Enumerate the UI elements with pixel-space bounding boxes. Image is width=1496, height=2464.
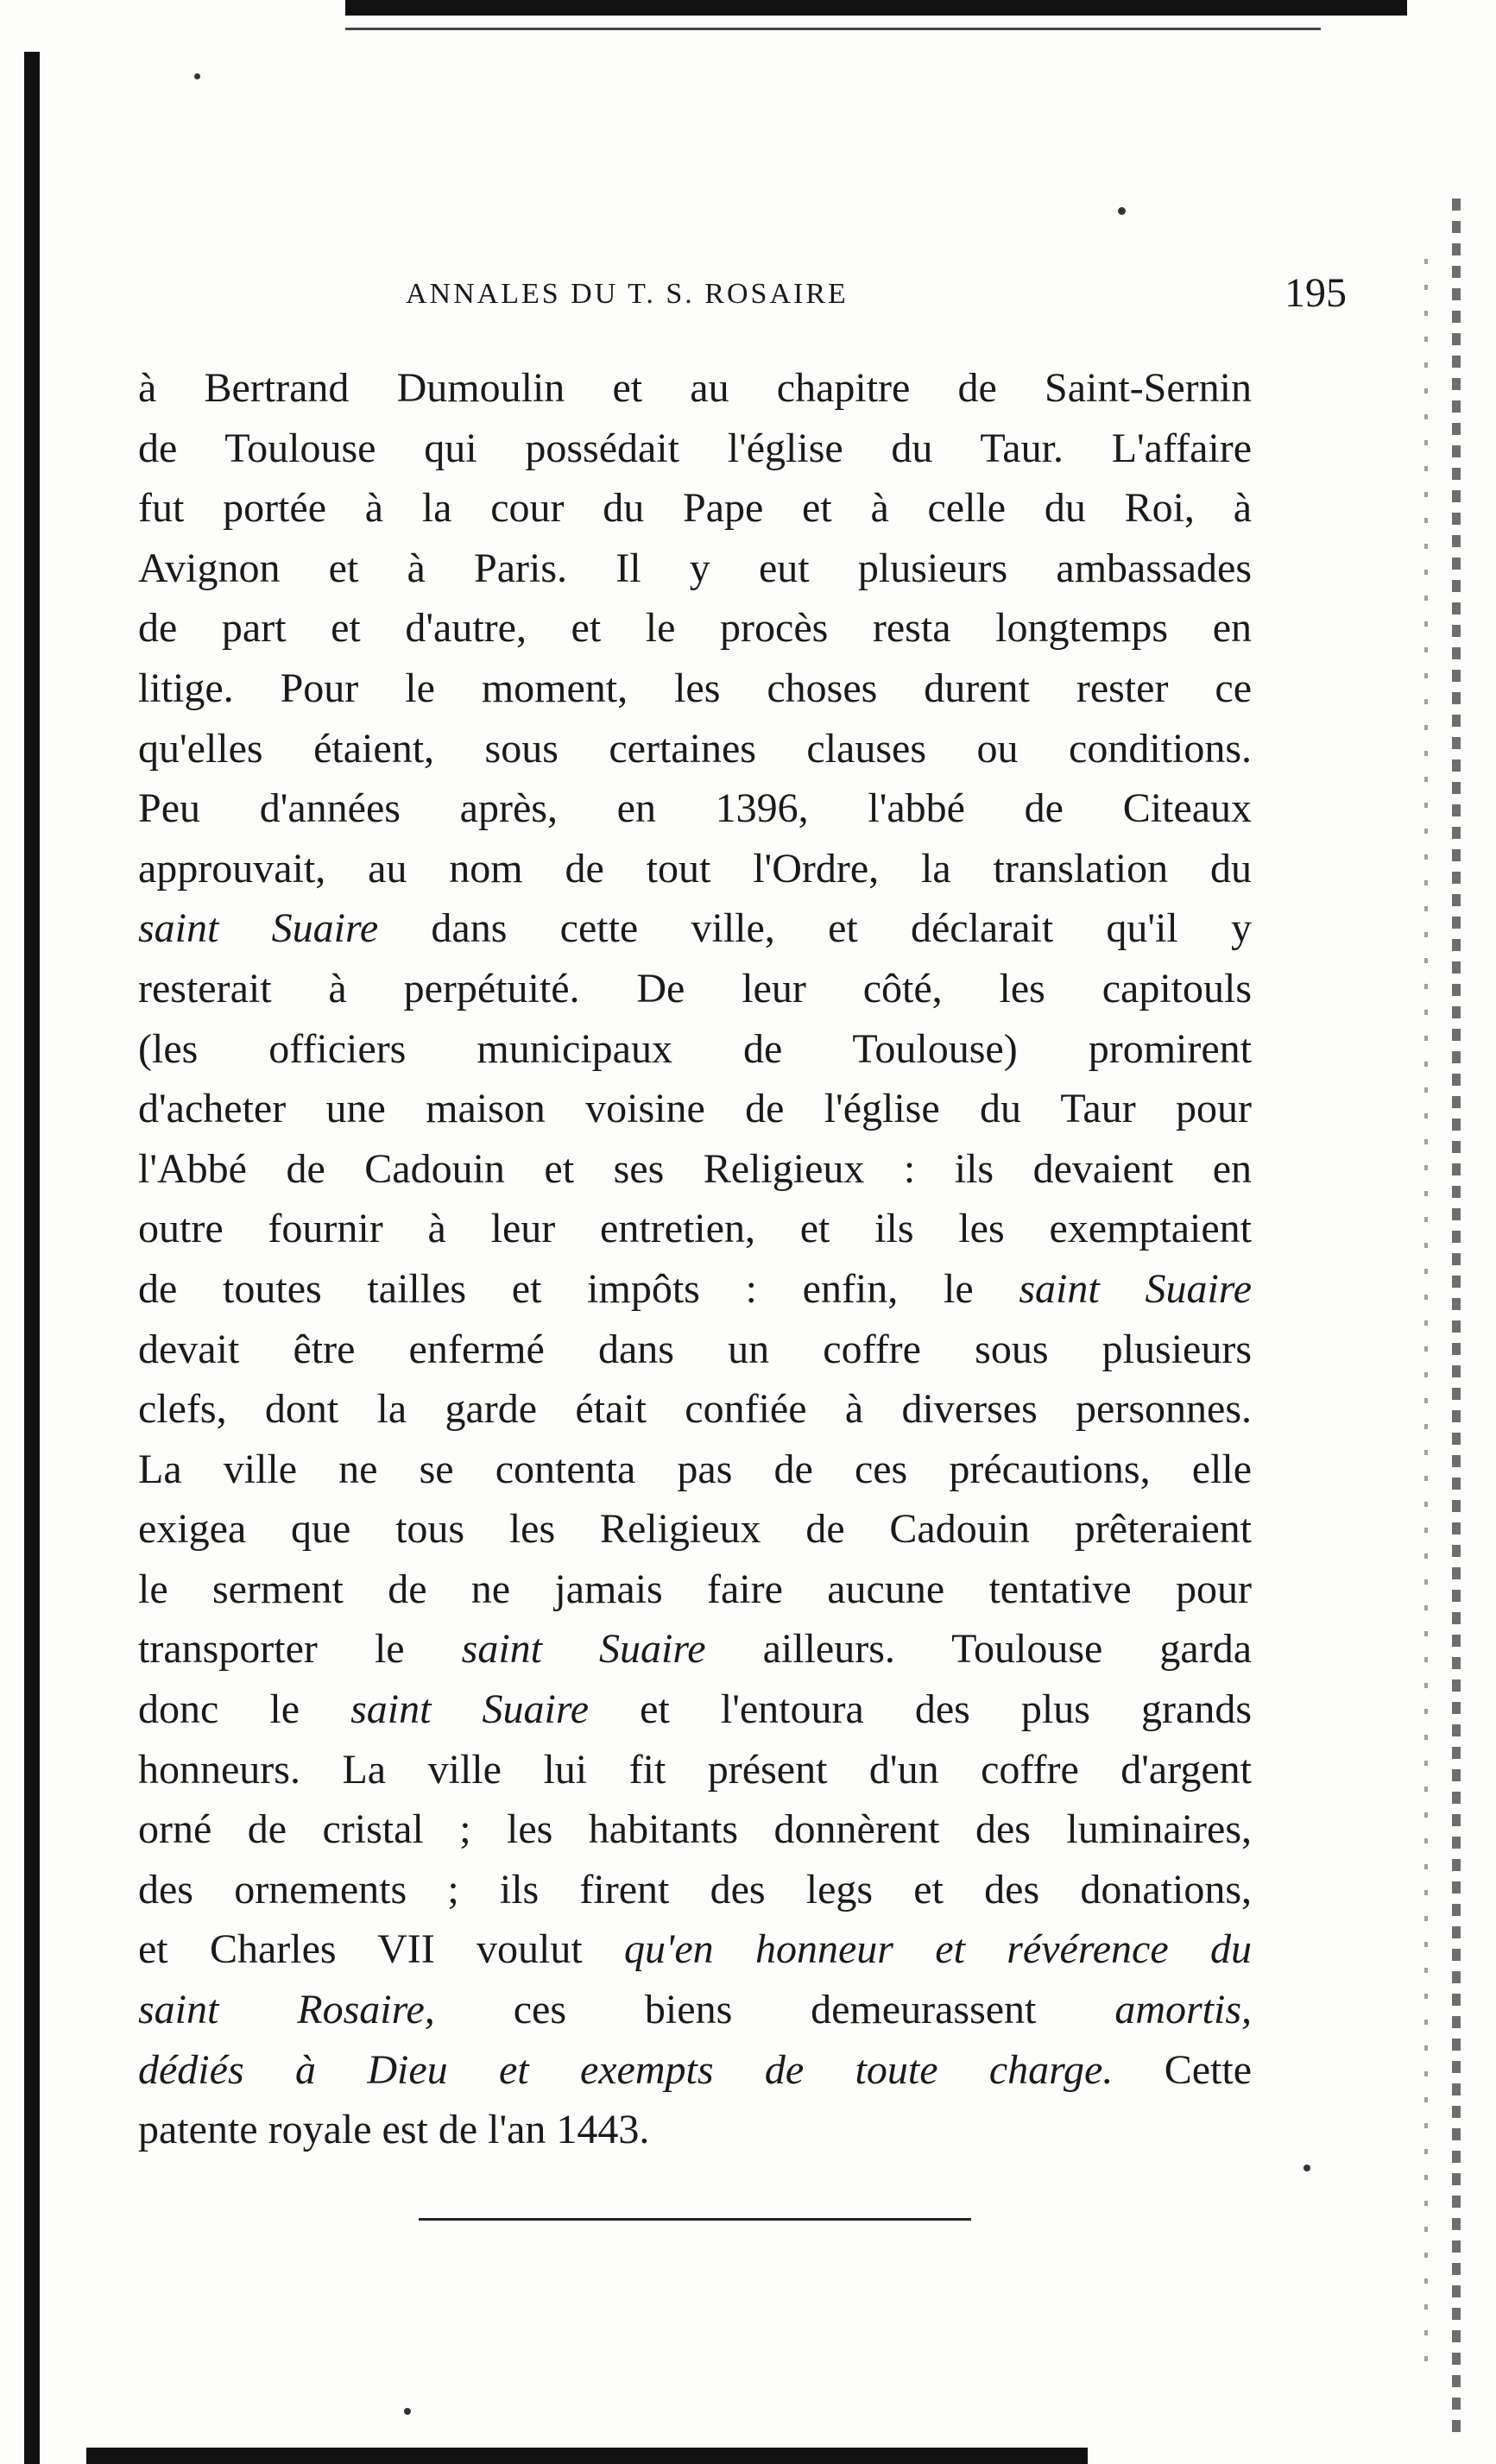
text-line: à Bertrand Dumoulin et au chapitre de Saint-Sernin	[138, 365, 1252, 411]
scan-border-right	[1452, 199, 1461, 2434]
scan-speck	[1118, 207, 1126, 215]
text-line: transporter le saint Suaire ailleurs. Toulouse garda	[138, 1626, 1252, 1673]
text-line: de part et d'autre, et le procès resta longtemps en	[138, 605, 1252, 652]
text-line: clefs, dont la garde était confiée à diverses personnes.	[138, 1386, 1252, 1433]
text-line: fut portée à la cour du Pape et à celle du Roi, à	[138, 485, 1252, 532]
body-text	[138, 358, 1252, 2160]
scan-border-top	[345, 0, 1407, 16]
scan-border-left	[24, 52, 40, 2464]
text-line: l'Abbé de Cadouin et ses Religieux : ils devaient en	[138, 1145, 1252, 1192]
text-line: devait être enfermé dans un coffre sous plusieurs	[138, 1326, 1252, 1372]
scan-speck	[194, 73, 200, 79]
running-title: ANNALES DU T. S. ROSAIRE	[406, 278, 849, 310]
page-header	[371, 270, 1347, 326]
text-line: litige. Pour le moment, les choses durent rester ce	[138, 665, 1252, 711]
scan-speck	[404, 2408, 411, 2415]
text-line: donc le saint Suaire et l'entoura des plus grands	[138, 1686, 1252, 1733]
scan-speck	[1303, 2165, 1310, 2171]
text-line: et Charles VII voulut qu'en honneur et révérence du	[138, 1926, 1252, 1973]
text-line: Peu d'années après, en 1396, l'abbé de Citeaux	[138, 785, 1252, 832]
text-line-last: patente royale est de l'an 1443.	[138, 2107, 650, 2153]
text-line: qu'elles étaient, sous certaines clauses ou conditions.	[138, 725, 1252, 772]
scan-border-top-thin	[345, 28, 1321, 30]
scan-border-right-inner	[1424, 259, 1428, 2373]
text-line: honneurs. La ville lui fit présent d'un coffre d'argent	[138, 1746, 1252, 1793]
page-number: 195	[1285, 270, 1347, 316]
text-line: des ornements ; ils firent des legs et des donations,	[138, 1866, 1252, 1913]
closing-rule	[419, 2218, 971, 2221]
text-line: Avignon et à Paris. Il y eut plusieurs ambassades	[138, 545, 1252, 591]
text-line: resterait à perpétuité. De leur côté, les capitouls	[138, 965, 1252, 1011]
text-line: saint Rosaire, ces biens demeurassent amortis,	[138, 1987, 1253, 2033]
scan-border-bottom	[86, 2448, 1088, 2464]
text-line: La ville ne se contenta pas de ces précautions, elle	[138, 1446, 1252, 1492]
text-line: d'acheter une maison voisine de l'église du Taur pour	[138, 1086, 1252, 1132]
text-line: de Toulouse qui possédait l'église du Taur. L'affaire	[138, 425, 1252, 471]
text-line: orné de cristal ; les habitants donnèrent des luminaires,	[138, 1806, 1252, 1853]
text-line: exigea que tous les Religieux de Cadouin prêteraient	[138, 1506, 1252, 1553]
text-line: le serment de ne jamais faire aucune tentative pour	[138, 1566, 1252, 1612]
text-line: saint Suaire dans cette ville, et déclarait qu'il y	[138, 905, 1253, 952]
text-line: (les officiers municipaux de Toulouse) promirent	[138, 1025, 1252, 1072]
text-line: approuvait, au nom de tout l'Ordre, la translation du	[138, 845, 1252, 892]
text-line: dédiés à Dieu et exempts de toute charge. Cette	[138, 2046, 1252, 2093]
text-line: de toutes tailles et impôts : enfin, le saint Suaire	[138, 1265, 1252, 1312]
text-line: outre fournir à leur entretien, et ils les exemptaient	[138, 1206, 1252, 1252]
